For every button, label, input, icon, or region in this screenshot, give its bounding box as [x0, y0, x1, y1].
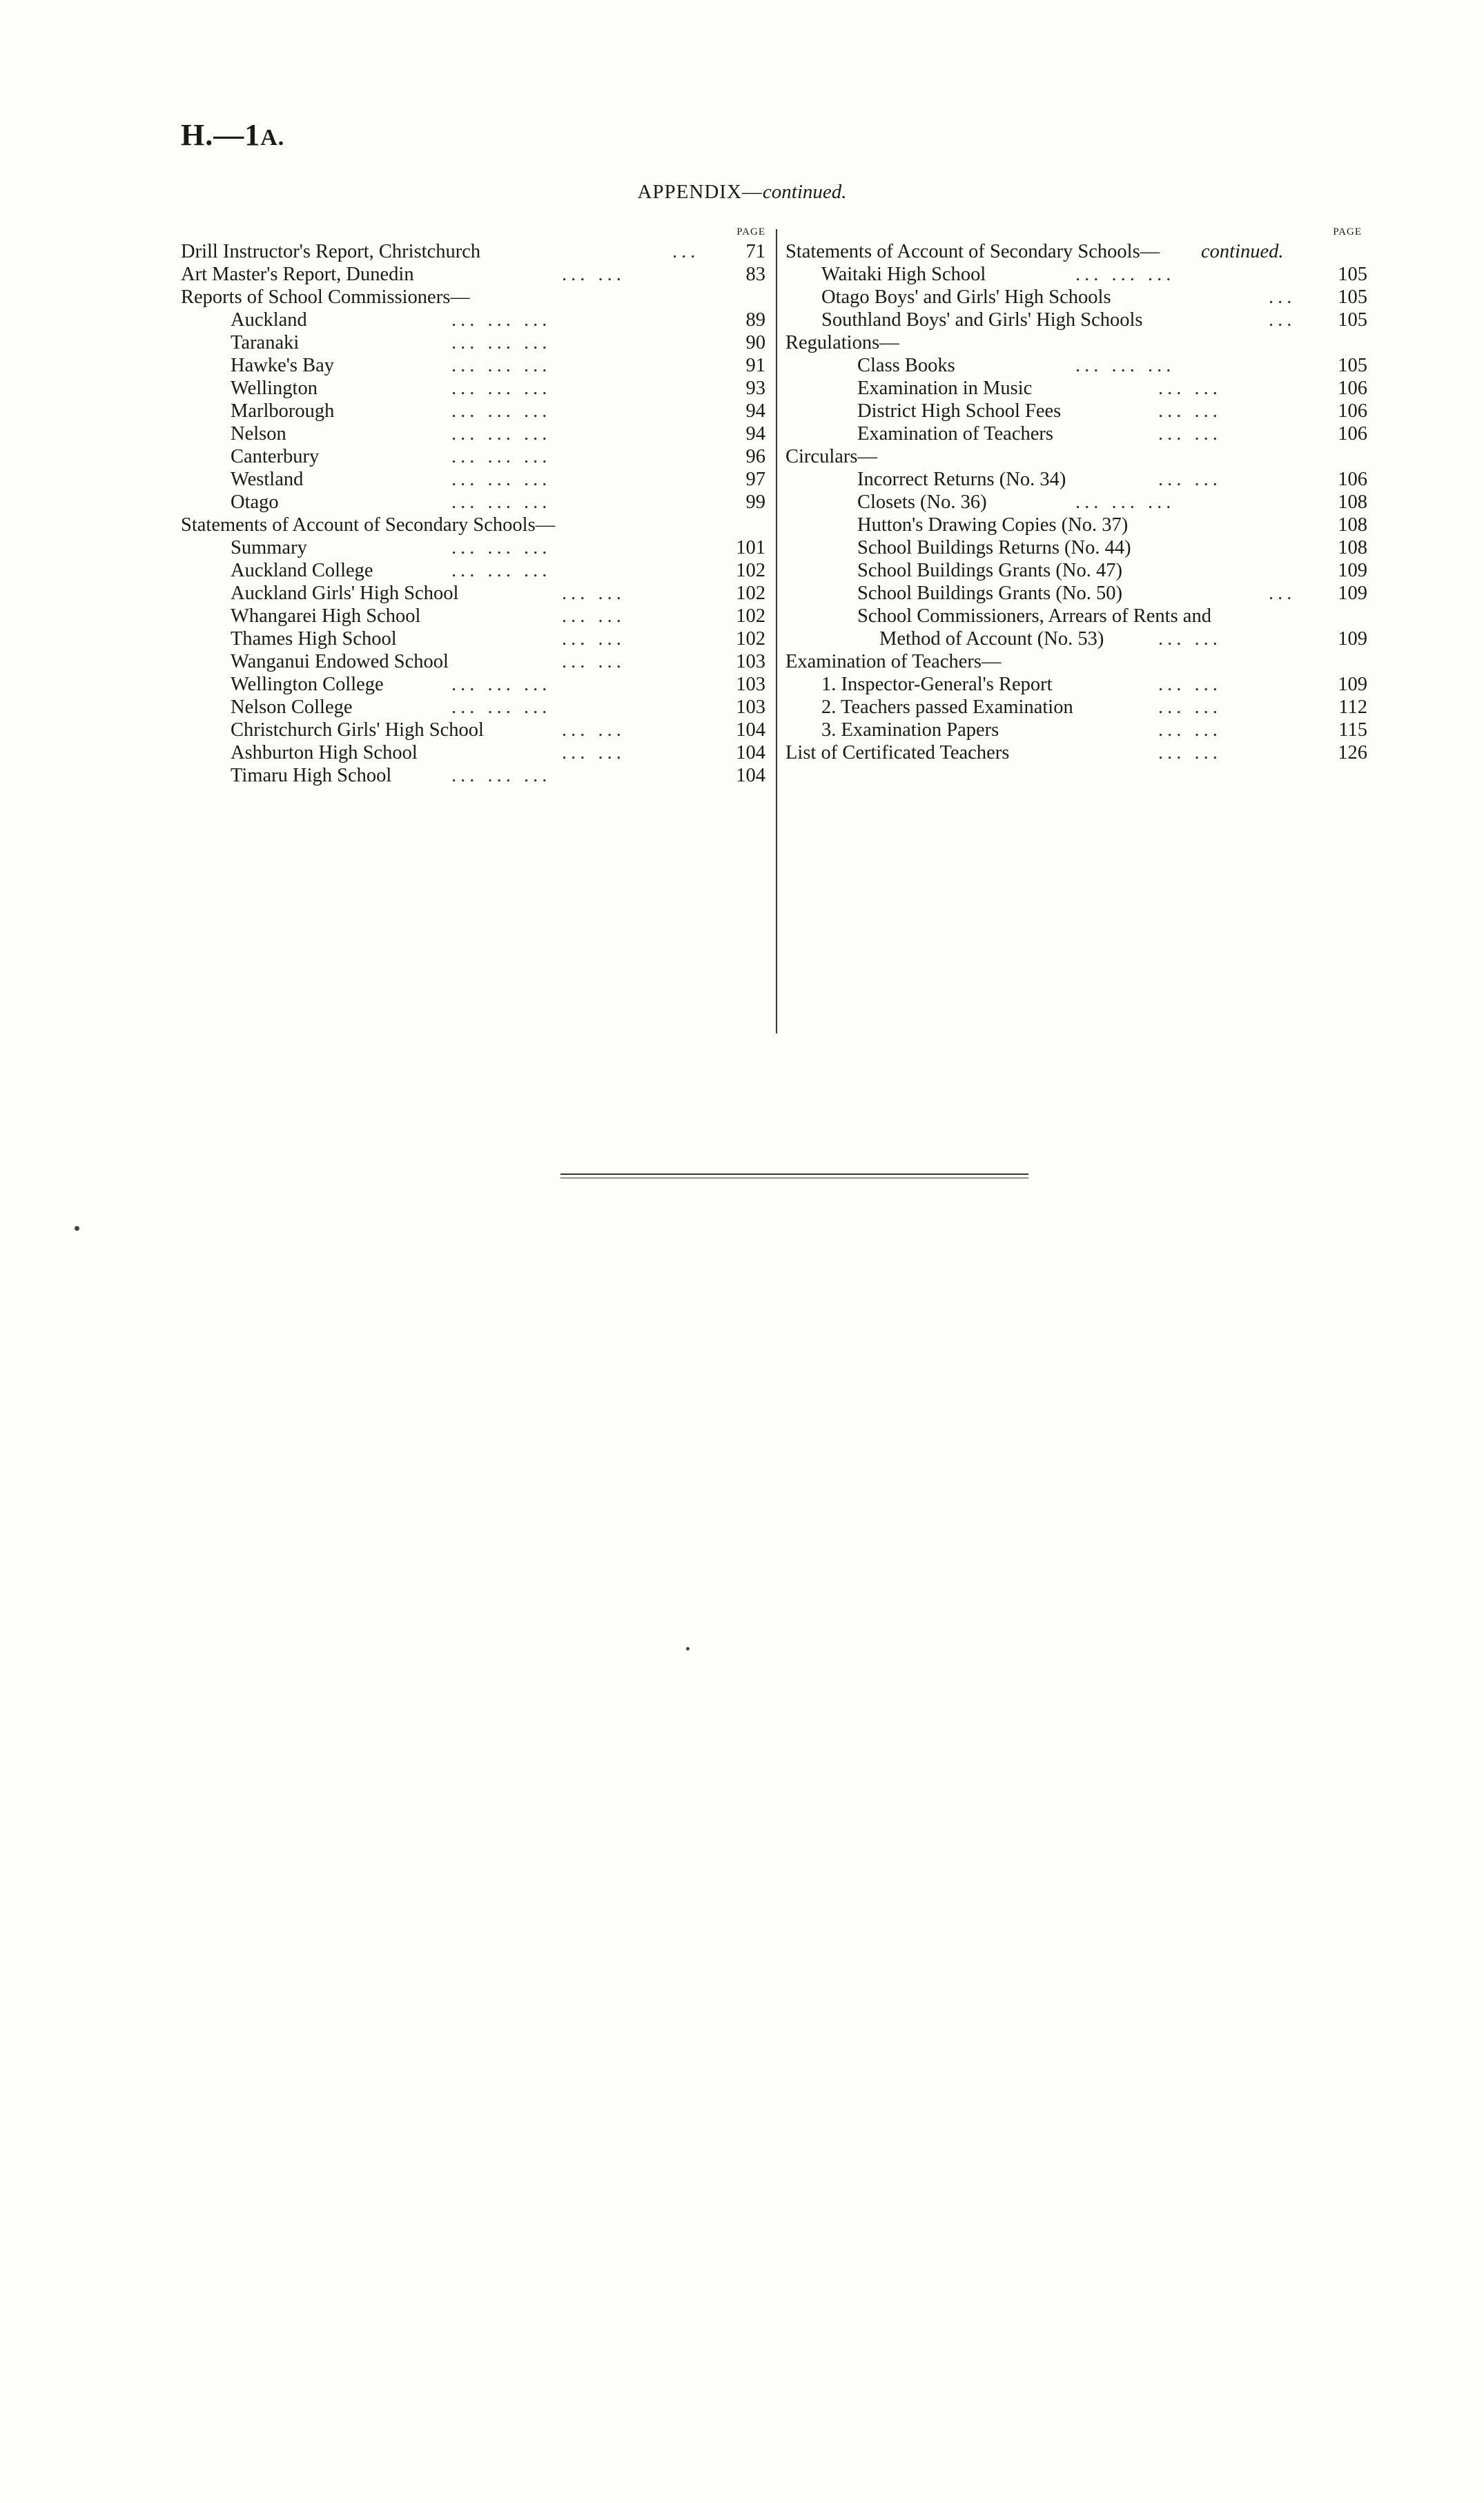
page-number: 94	[745, 423, 765, 445]
dot-leader: ... ...	[1158, 469, 1222, 490]
contents-entry	[785, 491, 1367, 514]
dot-leader: ... ... ...	[451, 423, 551, 445]
contents-entry	[181, 422, 771, 445]
entry-title: School Buildings Returns (No. 44)	[857, 537, 1131, 558]
contents-entry	[181, 400, 771, 422]
contents-entry	[181, 627, 771, 650]
entry-title: Whangarei High School	[231, 605, 421, 627]
entry-title: Canterbury	[231, 446, 320, 467]
entry-title: Summary	[231, 537, 307, 558]
entry-title: Examination of Teachers—	[785, 651, 1002, 672]
dot-leader: ... ... ...	[451, 378, 551, 399]
dot-leader: ... ... ...	[451, 560, 551, 581]
contents-entry	[181, 605, 771, 627]
right-entry-list	[785, 240, 1367, 764]
dot-leader: ... ...	[1158, 628, 1222, 650]
entry-title-continuation: Method of Account (No. 53)	[879, 628, 1104, 650]
entry-title: Class Books	[857, 355, 955, 376]
page-number: 108	[1338, 491, 1367, 513]
page-number: 106	[1338, 400, 1367, 422]
contents-entry	[181, 286, 771, 309]
page-number: 112	[1338, 697, 1367, 718]
contents-entry	[785, 331, 1367, 354]
dot-leader: ... ... ...	[1075, 264, 1175, 285]
page-number: 93	[745, 378, 765, 399]
entry-title: Nelson	[231, 423, 286, 445]
contents-entry	[181, 377, 771, 400]
dot-leader: ... ... ...	[451, 537, 551, 558]
dot-leader: ... ...	[562, 605, 625, 627]
dot-leader: ... ...	[562, 628, 625, 650]
contents-entry	[181, 536, 771, 559]
page-number: 101	[736, 537, 765, 558]
dot-leader: ...	[672, 241, 700, 262]
page-label: PAGE	[736, 226, 765, 237]
dot-leader: ... ...	[1158, 742, 1222, 763]
page-number: 104	[736, 719, 765, 741]
page-number: 109	[1338, 560, 1367, 581]
title-continued: continued.	[762, 181, 847, 203]
page-column-heading	[181, 225, 771, 240]
dot-leader: ... ... ...	[451, 765, 551, 786]
page-number: 102	[736, 628, 765, 650]
dot-leader: ... ...	[562, 651, 625, 672]
entry-title: Reports of School Commissioners—	[181, 286, 470, 308]
dot-leader: ... ...	[1158, 719, 1222, 741]
entry-title: Otago	[231, 491, 279, 513]
contents-entry	[181, 764, 771, 787]
contents-entry	[785, 354, 1367, 377]
entry-title: Examination in Music	[857, 378, 1033, 399]
entry-title: Otago Boys' and Girls' High Schools	[821, 286, 1111, 308]
page-number: 89	[745, 309, 765, 331]
page-number: 102	[736, 560, 765, 581]
dot-leader: ... ... ...	[451, 697, 551, 718]
entry-title: Circulars—	[785, 446, 877, 467]
contents-entry	[181, 719, 771, 741]
section-rule	[560, 1173, 1028, 1175]
dot-leader: ... ...	[1158, 400, 1222, 422]
contents-entry	[785, 741, 1367, 764]
page-number: 97	[745, 469, 765, 490]
page-number: 94	[745, 400, 765, 422]
entry-title: Nelson College	[231, 697, 353, 718]
contents-entry	[181, 354, 771, 377]
entry-title: Incorrect Returns (No. 34)	[857, 469, 1066, 490]
page-number: 105	[1338, 286, 1367, 308]
dot-leader: ... ... ...	[451, 355, 551, 376]
entry-title: Wanganui Endowed School	[231, 651, 449, 672]
contents-entry	[181, 468, 771, 491]
contents-entry	[181, 491, 771, 514]
entry-title: Wellington	[231, 378, 318, 399]
dot-leader: ... ... ...	[451, 446, 551, 467]
page-number: 103	[736, 651, 765, 672]
entry-title: Drill Instructor's Report, Christchurch	[181, 241, 481, 262]
page-number: 91	[745, 355, 765, 376]
entry-title: Westland	[231, 469, 304, 490]
contents-entry	[785, 650, 1367, 673]
page-number: 90	[745, 332, 765, 353]
dot-leader: ... ... ...	[451, 469, 551, 490]
contents-entry	[785, 696, 1367, 719]
page-number: 102	[736, 605, 765, 627]
page-number: 103	[736, 674, 765, 695]
print-speck	[686, 1647, 690, 1650]
ref-prefix: H.—1	[181, 118, 261, 152]
entry-title: Regulations—	[785, 332, 899, 353]
dot-leader: ... ...	[562, 264, 625, 285]
contents-entry	[785, 263, 1367, 286]
entry-title: Auckland College	[231, 560, 373, 581]
contents-entry	[785, 422, 1367, 445]
contents-entry	[181, 263, 771, 286]
entry-title: School Commissioners, Arrears of Rents and	[857, 605, 1211, 627]
left-contents-column	[181, 225, 771, 787]
entry-title: Taranaki	[231, 332, 300, 353]
page-number: 109	[1338, 674, 1367, 695]
contents-entry	[181, 559, 771, 582]
page-number: 109	[1338, 583, 1367, 604]
page-number: 108	[1338, 537, 1367, 558]
page-number: 71	[745, 241, 765, 262]
page-number: 105	[1338, 355, 1367, 376]
entry-title: Examination of Teachers	[857, 423, 1053, 445]
left-entry-list	[181, 240, 771, 787]
dot-leader: ... ...	[1158, 674, 1222, 695]
contents-entry	[181, 582, 771, 605]
entry-title: Art Master's Report, Dunedin	[181, 264, 414, 285]
dot-leader: ... ...	[562, 742, 625, 763]
page-number: 105	[1338, 264, 1367, 285]
page-number: 106	[1338, 469, 1367, 490]
entry-title: Waitaki High School	[821, 264, 986, 285]
page-number: 105	[1338, 309, 1367, 331]
entry-title: Closets (No. 36)	[857, 491, 987, 513]
contents-entry	[785, 514, 1367, 536]
dot-leader: ... ... ...	[1075, 491, 1175, 513]
contents-entry	[181, 445, 771, 468]
dot-leader: ... ... ...	[451, 674, 551, 695]
entry-title: Statements of Account of Secondary Schools—	[785, 241, 1160, 262]
contents-entry	[181, 673, 771, 696]
page-number: 126	[1338, 742, 1367, 763]
page-number: 103	[736, 697, 765, 718]
dot-leader: ... ... ...	[451, 332, 551, 353]
contents-entry	[181, 331, 771, 354]
contents-entry	[785, 309, 1367, 331]
dot-leader: ... ... ...	[451, 491, 551, 513]
column-divider	[776, 229, 777, 1033]
entry-title: School Buildings Grants (No. 50)	[857, 583, 1122, 604]
entry-title: 3. Examination Papers	[821, 719, 999, 741]
page-number: 96	[745, 446, 765, 467]
title-text: APPENDIX—	[637, 181, 763, 203]
contents-entry	[181, 240, 771, 263]
page-number: 104	[736, 742, 765, 763]
dot-leader: ... ...	[1158, 378, 1222, 399]
dot-leader: ...	[1269, 286, 1296, 308]
entry-title: 1. Inspector-General's Report	[821, 674, 1053, 695]
page-label: PAGE	[1333, 226, 1362, 237]
entry-title: Wellington College	[231, 674, 384, 695]
right-contents-column	[785, 225, 1367, 764]
entry-title: Timaru High School	[231, 765, 392, 786]
print-speck	[75, 1226, 79, 1231]
page-number: 104	[736, 765, 765, 786]
contents-entry	[785, 468, 1367, 491]
contents-entry	[181, 309, 771, 331]
contents-entry	[785, 240, 1367, 263]
page-number: 83	[745, 264, 765, 285]
entry-title: Marlborough	[231, 400, 335, 422]
dot-leader: ... ... ...	[451, 400, 551, 422]
entry-title: Statements of Account of Secondary Schools—	[181, 514, 556, 536]
contents-entry	[785, 719, 1367, 741]
contents-entry	[785, 286, 1367, 309]
entry-title: List of Certificated Teachers	[785, 742, 1010, 763]
page-number: 108	[1338, 514, 1367, 536]
page-column-heading	[785, 225, 1367, 240]
page-number: 109	[1338, 628, 1367, 650]
contents-entry	[785, 559, 1367, 582]
dot-leader: ...	[1269, 583, 1296, 604]
entry-title: Southland Boys' and Girls' High Schools	[821, 309, 1143, 331]
page-number: 102	[736, 583, 765, 604]
ref-suffix: A.	[260, 125, 285, 150]
contents-entry	[785, 673, 1367, 696]
entry-title: Christchurch Girls' High School	[231, 719, 484, 741]
entry-title: Hawke's Bay	[231, 355, 334, 376]
contents-entry	[181, 696, 771, 719]
entry-title: School Buildings Grants (No. 47)	[857, 560, 1122, 581]
contents-entry	[181, 741, 771, 764]
dot-leader: ... ... ...	[451, 309, 551, 331]
contents-entry	[785, 400, 1367, 422]
contents-entry	[785, 445, 1367, 468]
dot-leader: ...	[1269, 309, 1296, 331]
appendix-title	[0, 181, 1484, 204]
contents-entry	[785, 377, 1367, 400]
page-number: 115	[1338, 719, 1367, 741]
dot-leader: ... ...	[1158, 423, 1222, 445]
dot-leader: ... ...	[562, 583, 625, 604]
entry-title: Auckland Girls' High School	[231, 583, 459, 604]
contents-entry	[785, 605, 1367, 650]
page-number: 106	[1338, 423, 1367, 445]
document-reference	[181, 117, 284, 153]
entry-title: Thames High School	[231, 628, 397, 650]
dot-leader: ... ...	[1158, 697, 1222, 718]
page-number: 106	[1338, 378, 1367, 399]
entry-title: District High School Fees	[857, 400, 1062, 422]
dot-leader: ... ...	[562, 719, 625, 741]
entry-title-italic: continued.	[1201, 241, 1284, 262]
entry-title: 2. Teachers passed Examination	[821, 697, 1073, 718]
contents-entry	[785, 582, 1367, 605]
entry-title: Ashburton High School	[231, 742, 418, 763]
contents-entry	[785, 536, 1367, 559]
entry-title: Auckland	[231, 309, 307, 331]
contents-entry	[181, 514, 771, 536]
entry-title: Hutton's Drawing Copies (No. 37)	[857, 514, 1129, 536]
page-number: 99	[745, 491, 765, 513]
dot-leader: ... ... ...	[1075, 355, 1175, 376]
contents-entry	[181, 650, 771, 673]
